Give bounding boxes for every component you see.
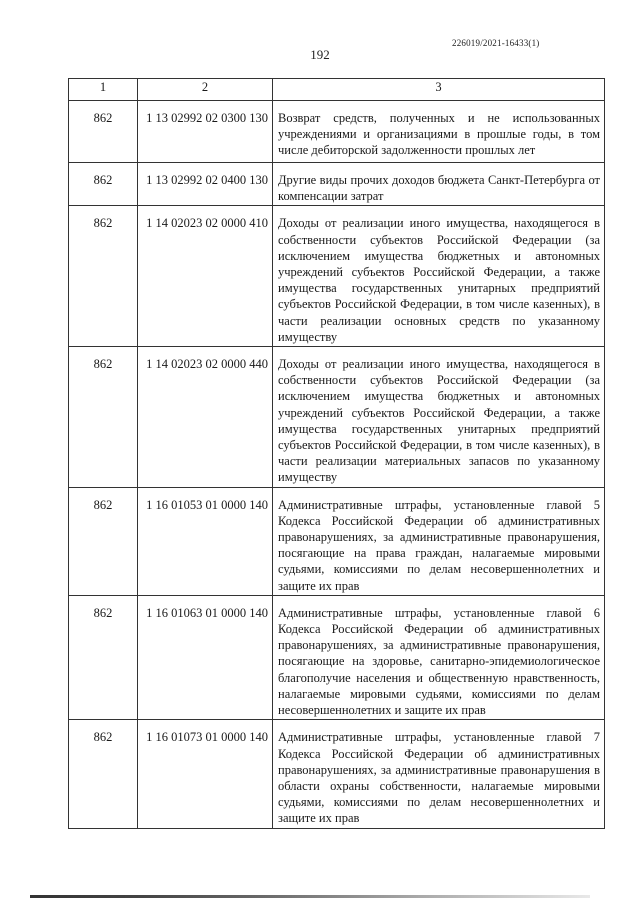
admin-code-cell: 862 — [69, 487, 138, 595]
revenue-codes-table — [68, 78, 605, 829]
table-row — [69, 595, 605, 719]
admin-code-cell: 862 — [69, 206, 138, 347]
description-cell: Доходы от реализации иного имущества, находящегося в собственности субъектов Российской Федерации (за исключением имущества бюджетных и автономных учреждений субъектов Российской Федерации, а также имущества государственных унитарных предприятий субъектов Российской Федерации, в том числе казенных), в части реализации материальных запасов по указанному имуществу — [273, 347, 605, 488]
scan-edge-line — [30, 895, 590, 898]
revenue-code-cell: 1 16 01073 01 0000 140 — [138, 720, 273, 828]
revenue-code-cell: 1 16 01063 01 0000 140 — [138, 595, 273, 719]
table-row — [69, 101, 605, 163]
table-body — [69, 101, 605, 829]
column-header-1: 1 — [69, 79, 138, 101]
table-row — [69, 163, 605, 206]
description-cell: Административные штрафы, установленные главой 5 Кодекса Российской Федерации об административных правонарушениях, за административные правонарушения, посягающие на права граждан, налагаемые мировыми судьями, комиссиями по делам несовершеннолетних и защите их прав — [273, 487, 605, 595]
column-header-3: 3 — [273, 79, 605, 101]
table-header-row — [69, 79, 605, 101]
revenue-code-cell: 1 14 02023 02 0000 440 — [138, 347, 273, 488]
table-row — [69, 720, 605, 828]
table-row — [69, 206, 605, 347]
table-header — [69, 79, 605, 101]
revenue-code-cell: 1 13 02992 02 0300 130 — [138, 101, 273, 163]
admin-code-cell: 862 — [69, 101, 138, 163]
revenue-code-cell: 1 14 02023 02 0000 410 — [138, 206, 273, 347]
page-number: 192 — [310, 47, 330, 62]
admin-code-cell: 862 — [69, 347, 138, 488]
description-cell: Другие виды прочих доходов бюджета Санкт-Петербурга от компенсации затрат — [273, 163, 605, 206]
admin-code-cell: 862 — [69, 595, 138, 719]
table-row — [69, 347, 605, 488]
document-registration-number: 226019/2021-16433(1) — [452, 38, 540, 48]
table-row — [69, 487, 605, 595]
admin-code-cell: 862 — [69, 720, 138, 828]
revenue-code-cell: 1 13 02992 02 0400 130 — [138, 163, 273, 206]
revenue-code-cell: 1 16 01053 01 0000 140 — [138, 487, 273, 595]
admin-code-cell: 862 — [69, 163, 138, 206]
description-cell: Административные штрафы, установленные главой 6 Кодекса Российской Федерации об административных правонарушениях, за административные правонарушения, посягающие на здоровье, санитарно-эпидемиологическое благополучие населения и общественную нравственность, налагаемые мировыми судьями, комиссиями по делам несовершеннолетних и защите их прав — [273, 595, 605, 719]
description-cell: Доходы от реализации иного имущества, находящегося в собственности субъектов Российской Федерации (за исключением имущества бюджетных и автономных учреждений субъектов Российской Федерации, а также имущества государственных унитарных предприятий субъектов Российской Федерации, в том числе казенных), в части реализации основных средств по указанному имуществу — [273, 206, 605, 347]
description-cell: Административные штрафы, установленные главой 7 Кодекса Российской Федерации об административных правонарушениях, за административные правонарушения в области охраны собственности, налагаемые мировыми судьями, комиссиями по делам несовершеннолетних и защите их прав — [273, 720, 605, 828]
description-cell: Возврат средств, полученных и не использованных учреждениями и организациями в прошлые годы, в том числе дебиторской задолженности прошлых лет — [273, 101, 605, 163]
column-header-2: 2 — [138, 79, 273, 101]
